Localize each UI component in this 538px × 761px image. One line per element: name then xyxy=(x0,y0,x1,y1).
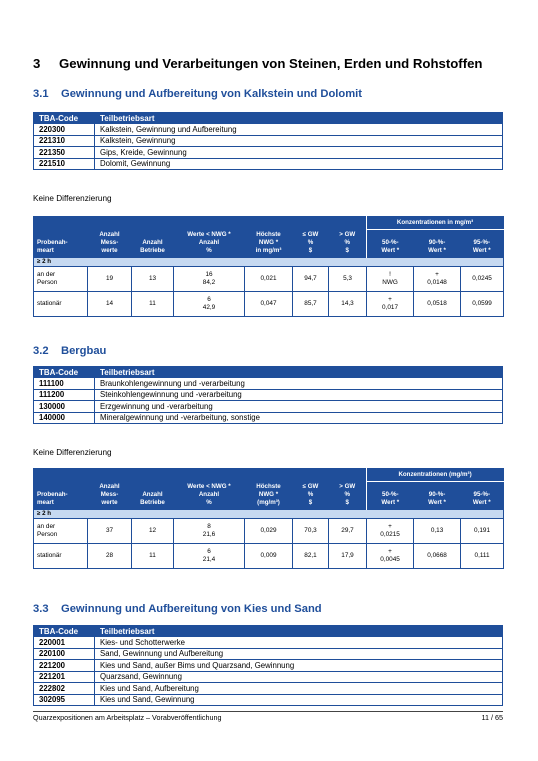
column-header: Probenah- meart xyxy=(34,482,88,510)
column-header: 95-%- Wert * xyxy=(461,482,504,510)
value-cell: 5,3 xyxy=(329,266,367,291)
value-cell: 0,047 xyxy=(245,291,293,316)
value-cell: + 0,017 xyxy=(367,291,414,316)
footer-divider xyxy=(33,711,503,712)
section-number: 3.1 xyxy=(33,88,49,100)
table-row xyxy=(34,660,503,672)
column-header: 90-%- Wert * xyxy=(414,230,461,258)
section-title: Gewinnung und Aufbereitung von Kalkstein und Dolomit xyxy=(61,88,363,100)
probenahmeart-cell: stationär xyxy=(34,543,88,568)
teilbetriebsart-cell: Dolomit, Gewinnung xyxy=(95,158,503,170)
teilbetriebsart-cell: Kies- und Schotterwerke xyxy=(95,637,503,649)
column-header: Höchste NWG * in mg/m³ xyxy=(245,230,293,258)
table-row xyxy=(34,291,504,316)
data-table-3-1 xyxy=(33,216,504,317)
table-row xyxy=(34,412,503,424)
value-cell: 11 xyxy=(132,543,174,568)
value-cell: 0,0245 xyxy=(461,266,504,291)
chapter-heading xyxy=(33,56,482,71)
value-cell: 0,009 xyxy=(245,543,293,568)
value-cell: 6 21,4 xyxy=(174,543,245,568)
value-cell: 0,13 xyxy=(414,518,461,543)
column-header: 90-%- Wert * xyxy=(414,482,461,510)
table-row xyxy=(34,378,503,390)
section-number: 3.3 xyxy=(33,603,49,615)
value-cell: 29,7 xyxy=(329,518,367,543)
note-keine-differenzierung: Keine Differenzierung xyxy=(33,194,112,203)
teilbetriebsart-cell: Erzgewinnung und -verarbeitung xyxy=(95,401,503,413)
value-cell: 82,1 xyxy=(293,543,329,568)
table-row xyxy=(34,266,504,291)
tba-code-cell: 221510 xyxy=(34,158,95,170)
tba-code-cell: 221201 xyxy=(34,671,95,683)
column-header: 95-%- Wert * xyxy=(461,230,504,258)
value-cell: 11 xyxy=(132,291,174,316)
header-teilbetriebsart: Teilbetriebsart xyxy=(95,113,503,124)
teilbetriebsart-cell: Gips, Kreide, Gewinnung xyxy=(95,147,503,159)
tba-table-3-3 xyxy=(33,625,503,706)
duration-label: ≥ 2 h xyxy=(34,509,504,518)
column-header: Werte < NWG * Anzahl % xyxy=(174,482,245,510)
value-cell: 0,0599 xyxy=(461,291,504,316)
section-number: 3.2 xyxy=(33,345,49,357)
column-header: Anzahl Betriebe xyxy=(132,482,174,510)
teilbetriebsart-cell: Kies und Sand, außer Bims und Quarzsand, Gewinnung xyxy=(95,660,503,672)
column-header-row xyxy=(34,482,504,510)
value-cell: 28 xyxy=(88,543,132,568)
tba-header-row xyxy=(34,626,503,637)
tba-table-3-1 xyxy=(33,112,503,170)
value-cell: 0,111 xyxy=(461,543,504,568)
teilbetriebsart-cell: Quarzsand, Gewinnung xyxy=(95,671,503,683)
table-row xyxy=(34,158,503,170)
table-row xyxy=(34,694,503,706)
tba-header-row xyxy=(34,113,503,124)
tba-code-cell: 302095 xyxy=(34,694,95,706)
column-header: Probenah- meart xyxy=(34,230,88,258)
probenahmeart-cell: an der Person xyxy=(34,518,88,543)
column-header: ≤ GW % $ xyxy=(293,482,329,510)
tba-code-cell: 222802 xyxy=(34,683,95,695)
tba-code-cell: 111200 xyxy=(34,389,95,401)
teilbetriebsart-cell: Braunkohlengewinnung und -verarbeitung xyxy=(95,378,503,390)
header-tba-code: TBA-Code xyxy=(34,113,95,124)
tba-code-cell: 220001 xyxy=(34,637,95,649)
table-row xyxy=(34,671,503,683)
value-cell: 12 xyxy=(132,518,174,543)
tba-code-cell: 220100 xyxy=(34,648,95,660)
value-cell: 70,3 xyxy=(293,518,329,543)
table-row xyxy=(34,401,503,413)
value-cell: 94,7 xyxy=(293,266,329,291)
tba-header-row xyxy=(34,367,503,378)
value-cell: 16 84,2 xyxy=(174,266,245,291)
konzentrationen-header-row xyxy=(34,217,504,230)
value-cell: 19 xyxy=(88,266,132,291)
header-konzentrationen: Konzentrationen (mg/m³) xyxy=(367,469,504,482)
table-row xyxy=(34,147,503,159)
column-header-row xyxy=(34,230,504,258)
table-row xyxy=(34,389,503,401)
probenahmeart-cell: an der Person xyxy=(34,266,88,291)
header-tba-code: TBA-Code xyxy=(34,367,95,378)
header-teilbetriebsart: Teilbetriebsart xyxy=(95,626,503,637)
column-header: > GW % $ xyxy=(329,230,367,258)
teilbetriebsart-cell: Steinkohlengewinnung und -verarbeitung xyxy=(95,389,503,401)
table-row xyxy=(34,648,503,660)
duration-label: ≥ 2 h xyxy=(34,257,504,266)
column-header: Anzahl Mess- werte xyxy=(88,230,132,258)
table-row xyxy=(34,683,503,695)
teilbetriebsart-cell: Kalkstein, Gewinnung xyxy=(95,135,503,147)
chapter-number: 3 xyxy=(33,56,41,71)
value-cell: 14,3 xyxy=(329,291,367,316)
section-heading-3-3 xyxy=(33,603,322,615)
value-cell: 0,0518 xyxy=(414,291,461,316)
tba-code-cell: 111100 xyxy=(34,378,95,390)
value-cell: + 0,0045 xyxy=(367,543,414,568)
value-cell: 37 xyxy=(88,518,132,543)
header-spacer xyxy=(34,217,367,230)
tba-code-cell: 221310 xyxy=(34,135,95,147)
column-header: ≤ GW % $ xyxy=(293,230,329,258)
section-heading-3-1 xyxy=(33,88,362,100)
table-row xyxy=(34,135,503,147)
note-keine-differenzierung: Keine Differenzierung xyxy=(33,448,112,457)
teilbetriebsart-cell: Kies und Sand, Aufbereitung xyxy=(95,683,503,695)
tba-code-cell: 220300 xyxy=(34,124,95,136)
teilbetriebsart-cell: Kalkstein, Gewinnung und Aufbereitung xyxy=(95,124,503,136)
value-cell: 14 xyxy=(88,291,132,316)
data-table-3-2 xyxy=(33,468,504,569)
header-spacer xyxy=(34,469,367,482)
page-number: 11 / 65 xyxy=(481,713,503,722)
table-row xyxy=(34,124,503,136)
teilbetriebsart-cell: Mineralgewinnung und -verarbeitung, sonstige xyxy=(95,412,503,424)
konzentrationen-header-row xyxy=(34,469,504,482)
value-cell: 17,9 xyxy=(329,543,367,568)
value-cell: 0,191 xyxy=(461,518,504,543)
tba-code-cell: 140000 xyxy=(34,412,95,424)
column-header: Höchste NWG * (mg/m³) xyxy=(245,482,293,510)
section-title: Bergbau xyxy=(61,345,107,357)
teilbetriebsart-cell: Sand, Gewinnung und Aufbereitung xyxy=(95,648,503,660)
column-header: 50-%- Wert * xyxy=(367,230,414,258)
value-cell: + 0,0215 xyxy=(367,518,414,543)
footer-title: Quarzexpositionen am Arbeitsplatz – Vorabveröffentlichung xyxy=(33,713,222,722)
header-teilbetriebsart: Teilbetriebsart xyxy=(95,367,503,378)
value-cell: 13 xyxy=(132,266,174,291)
table-row xyxy=(34,518,504,543)
column-header: Anzahl Betriebe xyxy=(132,230,174,258)
value-cell: + 0,0148 xyxy=(414,266,461,291)
table-row xyxy=(34,637,503,649)
tba-code-cell: 221200 xyxy=(34,660,95,672)
value-cell: 6 42,9 xyxy=(174,291,245,316)
column-header: Werte < NWG * Anzahl % xyxy=(174,230,245,258)
duration-row xyxy=(34,257,504,266)
value-cell: ! NWG xyxy=(367,266,414,291)
value-cell: 85,7 xyxy=(293,291,329,316)
value-cell: 0,0668 xyxy=(414,543,461,568)
header-tba-code: TBA-Code xyxy=(34,626,95,637)
teilbetriebsart-cell: Kies und Sand, Gewinnung xyxy=(95,694,503,706)
value-cell: 8 21,6 xyxy=(174,518,245,543)
value-cell: 0,029 xyxy=(245,518,293,543)
header-konzentrationen: Konzentrationen in mg/m³ xyxy=(367,217,504,230)
probenahmeart-cell: stationär xyxy=(34,291,88,316)
tba-table-3-2 xyxy=(33,366,503,424)
column-header: 50-%- Wert * xyxy=(367,482,414,510)
duration-row xyxy=(34,509,504,518)
table-row xyxy=(34,543,504,568)
tba-code-cell: 221350 xyxy=(34,147,95,159)
value-cell: 0,021 xyxy=(245,266,293,291)
section-title: Gewinnung und Aufbereitung von Kies und Sand xyxy=(61,603,322,615)
chapter-title: Gewinnung und Verarbeitungen von Steinen, Erden und Rohstoffen xyxy=(59,56,483,71)
column-header: > GW % $ xyxy=(329,482,367,510)
column-header: Anzahl Mess- werte xyxy=(88,482,132,510)
tba-code-cell: 130000 xyxy=(34,401,95,413)
section-heading-3-2 xyxy=(33,345,106,357)
